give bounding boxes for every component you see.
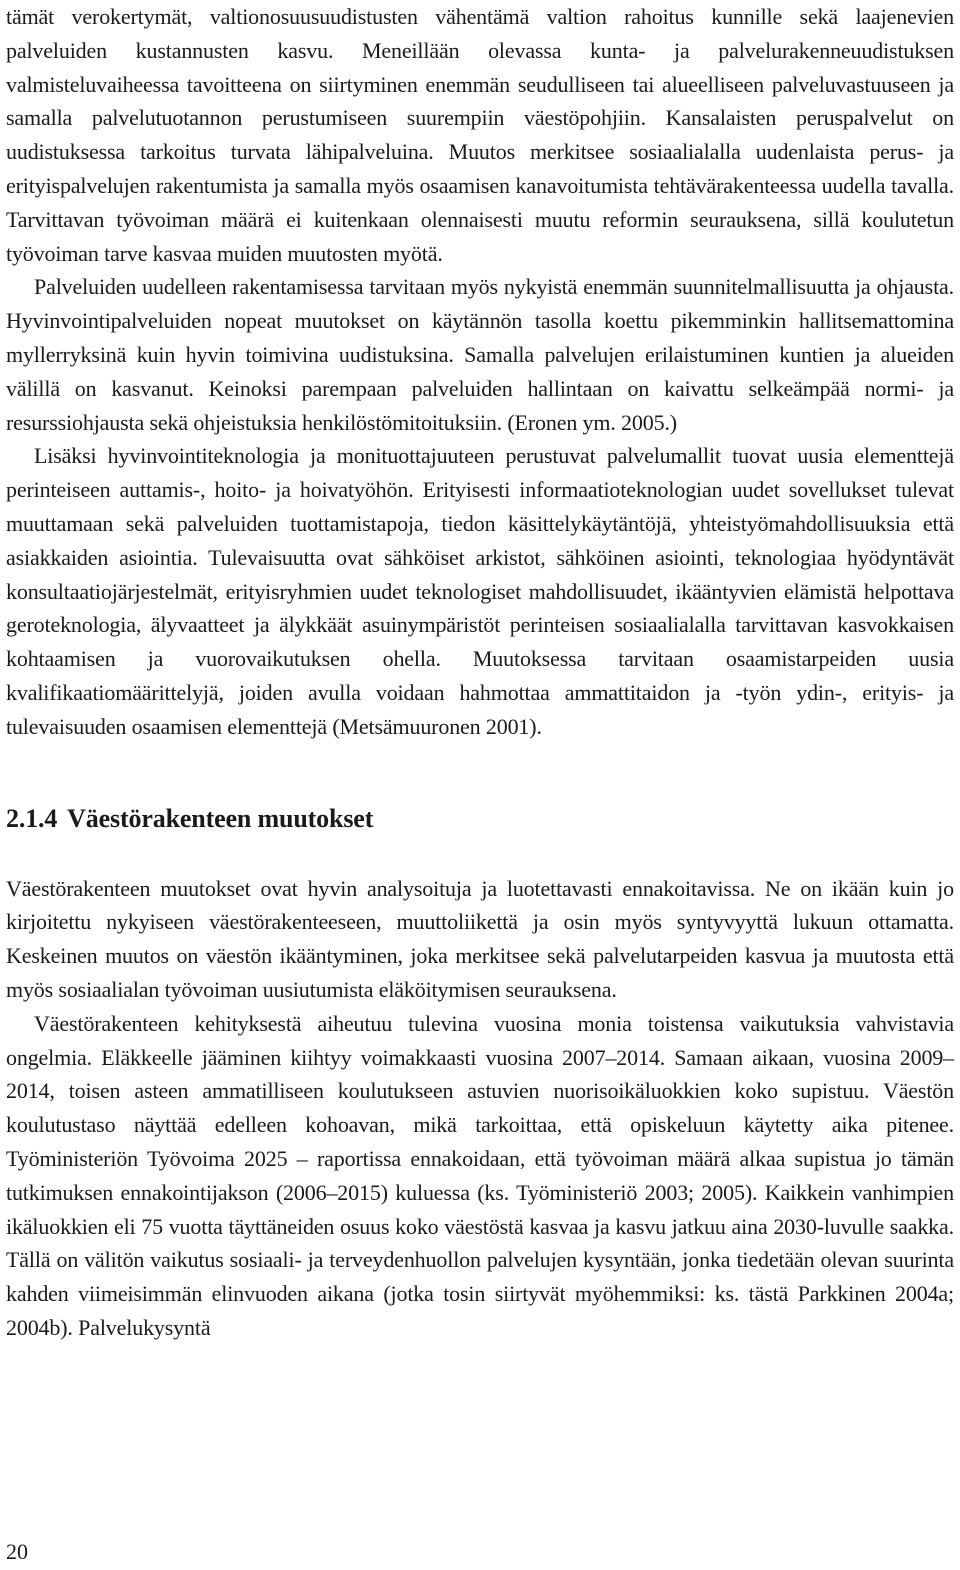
- section-heading-title: Väestörakenteen muutokset: [67, 803, 374, 833]
- section-heading: [6, 802, 954, 836]
- section-heading-number: 2.1.4: [6, 803, 58, 833]
- page-number: 20: [6, 1539, 28, 1564]
- paragraph-5: Väestörakenteen kehityksestä aiheutuu tulevina vuosina monia toistensa vaikutuksia vahvistavia ongelmia. Eläkkeelle jääminen kiihtyy voimakkaasti vuosina 2007–2014. Samaan aikaan, vuosina 2009–2014, toisen asteen ammatilliseen koulutukseen astuvien nuorisoikäluokkien koko supistuu. Väestön koulutustaso näyttää edelleen kohoavan, mikä tarkoittaa, että opiskeluun käytetty aika pitenee. Työministeriön Työvoima 2025 – raportissa ennakoidaan, että työvoiman määrä alkaa supistua jo tämän tutkimuksen ennakointijakson (2006–2015) kuluessa (ks. Työministeriö 2003; 2005). Kaikkein vanhimpien ikäluokkien eli 75 vuotta täyttäneiden osuus koko väestöstä kasvaa ja kasvu jatkuu aina 2030-luvulle saakka. Tällä on välitön vaikutus sosiaali- ja terveydenhuollon palvelujen kysyntään, jonka tiedetään olevan suurinta kahden viimeisimmän elinvuoden aikana (jotka tosin siirtyvät myöhemmiksi: ks. tästä Parkkinen 2004a; 2004b). Palvelukysyntä: [6, 1010, 954, 1340]
- document-page: [6, 0, 954, 1345]
- paragraph-2: Palveluiden uudelleen rakentamisessa tarvitaan myös nykyistä enemmän suunnitelmallisuutta ja ohjausta. Hyvinvointipalveluiden nopeat muutokset on käytännön tasolla koettu pikemminkin hallitsemattomina myllerryksinä kuin hyvin toimivina uudistuksina. Samalla palvelujen erilaistuminen kuntien ja alueiden välillä on kasvanut. Keinoksi parempaan palveluiden hallintaan on kaivattu selkeämpää normi- ja resurssiohjausta sekä ohjeistuksia henkilöstömitoituksiin. (Eronen ym. 2005.): [6, 274, 954, 435]
- paragraph-4: Väestörakenteen muutokset ovat hyvin analysoituja ja luotettavasti ennakoitavissa. Ne on ikään kuin jo kirjoitettu nykyiseen väestörakenteeseen, muuttoliikettä ja osin myös syntyvyyttä lukuun ottamatta. Keskeinen muutos on väestön ikääntyminen, joka merkitsee sekä palvelutarpeiden kasvua ja muutosta että myös sosiaalialan työvoiman uusiutumista eläköitymisen seurauksena.: [6, 875, 954, 1002]
- paragraph-1: tämät verokertymät, valtionosuusuudistusten vähentämä valtion rahoitus kunnille sekä laajenevien palveluiden kustannusten kasvu. Meneillään olevassa kunta- ja palvelurakenneuudistuksen valmisteluvaiheessa tavoitteena on siirtyminen enemmän seudulliseen tai alueelliseen palveluvastuuseen ja samalla palvelutuotannon perustumiseen suurempiin väestöpohjiin. Kansalaisten peruspalvelut on uudistuksessa tarkoitus turvata lähipalveluina. Muutos merkitsee sosiaalialalla uudenlaista perus- ja erityispalvelujen rakentumista ja samalla myös osaamisen kanavoitumista tehtävärakenteessa uudella tavalla. Tarvittavan työvoiman määrä ei kuitenkaan olennaisesti muutu reformin seurauksena, sillä koulutetun työvoiman tarve kasvaa muiden muutosten myötä.: [6, 4, 954, 266]
- paragraph-3: Lisäksi hyvinvointiteknologia ja monituottajuuteen perustuvat palvelumallit tuovat uusia elementtejä perinteiseen auttamis-, hoito- ja hoivatyöhön. Erityisesti informaatioteknologian uudet sovellukset tulevat muuttamaan sekä palveluiden tuottamistapoja, tiedon käsittelykäytäntöjä, yhteistyömahdollisuuksia että asiakkaiden asiointia. Tulevaisuutta ovat sähköiset arkistot, sähköinen asiointi, teknologiaa hyödyntävät konsultaatiojärjestelmät, erityisryhmien uudet teknologiset mahdollisuudet, ikääntyvien elämistä helpottava geroteknologia, älyvaatteet ja älykkäät asuinympäristöt perinteisen sosiaalialalla tarvittavan kasvokkaisen kohtaamisen ja vuorovaikutuksen ohella. Muutoksessa tarvitaan osaamistarpeiden uusia kvalifikaatiomäärittelyjä, joiden avulla voidaan hahmottaa ammattitaidon ja -työn ydin-, erityis- ja tulevaisuuden osaamisen elementtejä (Metsämuuronen 2001).: [6, 443, 954, 739]
